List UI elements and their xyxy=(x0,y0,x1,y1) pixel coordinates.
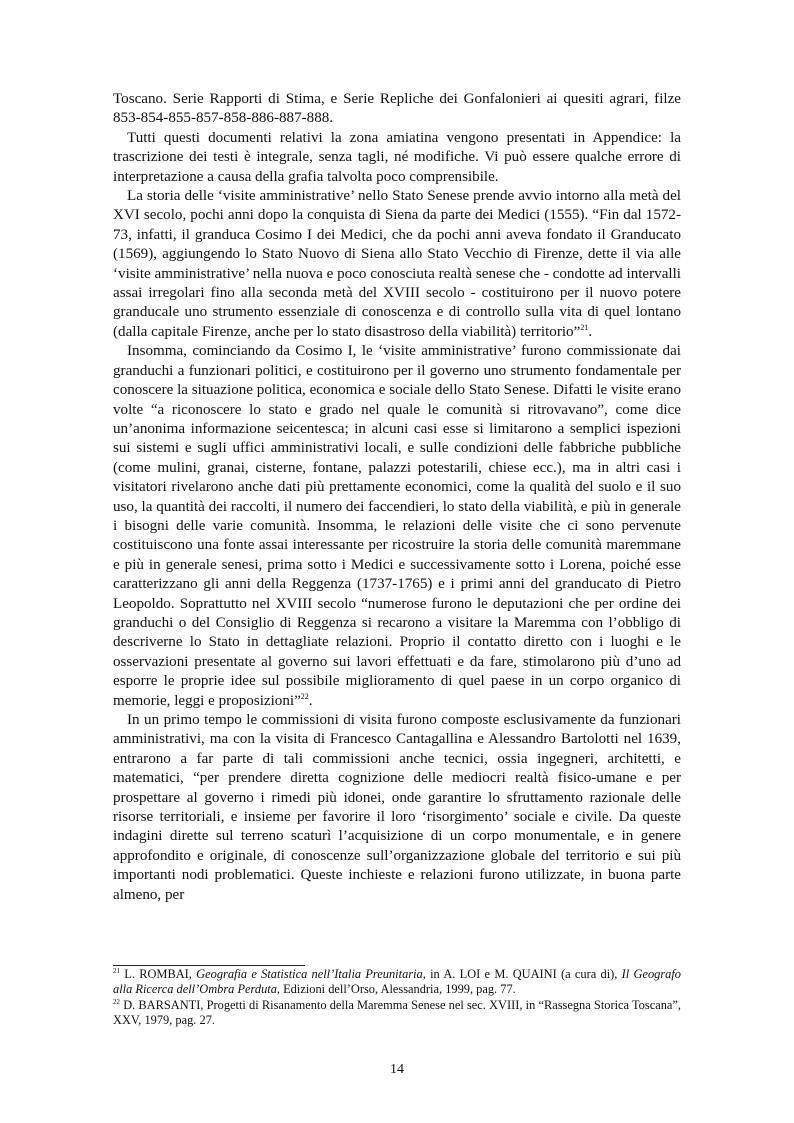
footnote-21 xyxy=(113,967,681,998)
footnote-separator xyxy=(113,965,305,966)
footnote-title: Geografia e Statistica nell’Italia Preunitaria xyxy=(196,967,423,981)
paragraph-2: Tutti questi documenti relativi la zona amiatina vengono presentati in Appendice: la trascrizione dei testi è integrale, senza tagli, né modifiche. Vi può essere qualche errore di interpretazione a causa della grafia talvolta poco comprensibile. xyxy=(113,129,681,185)
paragraph-4 xyxy=(113,342,681,711)
footnote-22 xyxy=(113,998,681,1029)
paragraph-3-end: . xyxy=(588,323,593,340)
footnote-rest: , Edizioni dell’Orso, Alessandria, 1999, pag. 77. xyxy=(276,982,516,997)
paragraph-3 xyxy=(113,187,681,342)
footnote-number: 22 xyxy=(113,997,120,1006)
footnote-ref-22[interactable]: 22 xyxy=(300,691,309,701)
paragraph-4-text: Insomma, cominciando da Cosimo I, le ‘visite amministrative’ furono commissionate dai granduchi a funzionari politici, e costituirono per il governo uno strumento fondamentale per conoscere la situazione politica, economica e sociale dello Stato Senese. Difatti le visite erano volte “a riconoscere lo stato e grado nel quale le comunità si ritrovavano”, come dice un’anonima informazione seicentesca; in alcuni casi esse si limitarono a semplici ispezioni sui sistemi e sugli uffici amministrativi locali, e sulle condizioni delle fabbriche pubbliche (come mulini, granai, cisterne, fontane, palazzi potestarili, chiese ecc.), ma in altri casi i visitatori rivelarono anche dati più prettamente economici, come la qualità del suolo e il suo uso, la quantità dei raccolti, il numero dei faccendieri, lo stato della viabilità, e più in generale i bisogni delle varie comunità. Insomma, le relazioni delle visite che ci sono pervenute costituiscono una fonte assai interessante per ricostruire la storia delle comunità maremmane e più in generale senesi, prima sotto i Medici e successivamente sotto i Lorena, poiché esse caratterizzano gli anni della Reggenza (1737-1765) e i primi anni del granducato di Pietro Leopoldo. Soprattutto nel XVIII secolo “numerose furono le deputazioni che per ordine dei granduchi o del Consiglio di Reggenza si recarono a visitare la Maremma con l’obbligo di descriverne lo Stato in dettagliate relazioni. Proprio il contatto diretto con i luoghi e le osservazioni presentate al governo sui lavori effettuati e da fare, stimolarono più d’uno ad esporre le proprie idee sul possibile miglioramento di quel paese in un corpo organico di memorie, leggi e proposizioni” xyxy=(113,343,681,709)
paragraph-4-end: . xyxy=(308,692,313,709)
paragraph-1: Toscano. Serie Rapporti di Stima, e Serie Repliche dei Gonfalonieri ai quesiti agrari, filze 853-854-855-857-858-886-887-888. xyxy=(113,91,681,127)
footnote-ref-21[interactable]: 21 xyxy=(580,322,589,332)
footnote-title-2: Il Geografo alla Ricerca dell’Ombra Perduta xyxy=(113,967,682,997)
footnote-author: L. ROMBAI, xyxy=(124,967,192,981)
footnotes xyxy=(113,967,681,1029)
footnote-text: D. BARSANTI, Progetti di Risanamento della Maremma Senese nel sec. XVIII, in “Rassegna Storica Toscana”, XXV, 1979, pag. 27. xyxy=(113,997,681,1028)
footnote-number: 21 xyxy=(113,967,120,975)
body-text xyxy=(113,90,681,905)
footnote-mid: , in A. LOI e M. QUAINI (a cura di), xyxy=(422,967,618,981)
page-number: 14 xyxy=(390,1062,404,1077)
paragraph-5: In un primo tempo le commissioni di visita furono composte esclusivamente da funzionari amministrativi, ma con la visita di Francesco Cantagallina e Alessandro Bartolotti nel 1639, entrarono a far parte di tali commissioni anche tecnici, ossia ingegneri, architetti, e matematici, “per prendere diretta cognizione delle mediocri realtà fisico-umane e per prospettare al governo i rimedi più idonei, onde garantire lo sfruttamento razionale delle risorse territoriali, e insieme per favorire il loro ‘risorgimento’ sociale e civile. Da queste indagini dirette sul terreno scaturì l’acquisizione di un corpo monumentale, e in genere approfondito e originale, di conoscenze sull’organizzazione globale del territorio e sui più importanti nodi problematici. Queste inchieste e relazioni furono utilizzate, in buona parte almeno, per xyxy=(113,712,681,903)
paragraph-3-text: La storia delle ‘visite amministrative’ nello Stato Senese prende avvio intorno alla metà del XVI secolo, pochi anni dopo la conquista di Siena da parte dei Medici (1555). “Fin dal 1572-73, infatti, il granduca Cosimo I dei Medici, che da pochi anni aveva fondato il Granducato (1569), aggiungendo lo Stato Nuovo di Siena allo Stato Vecchio di Firenze, dette il via alle ‘visite amministrative’ nella nuova e poco conosciuta realtà senese che - condotte ad intervalli assai irregolari fino alla seconda metà del XVIII secolo - costituirono per il nuovo potere granducale uno strumento essenziale di conoscenza e di controllo sulla vita di quel lontano (dalla capitale Firenze, anche per lo stato disastroso della viabilità) territorio” xyxy=(113,188,681,340)
